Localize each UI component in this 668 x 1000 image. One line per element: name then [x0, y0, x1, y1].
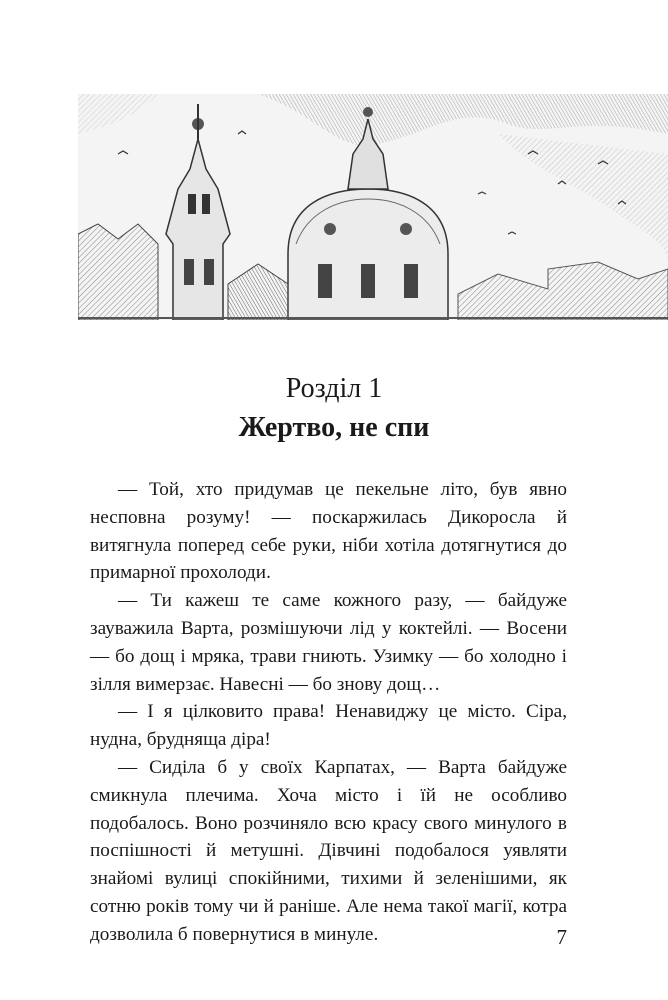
chapter-illustration — [78, 94, 668, 320]
chapter-title: Жертво, не спи — [238, 412, 430, 443]
paragraph: — Сиділа б у своїх Карпатах, — Варта байдуже смикнула плечима. Хоча місто і їй не особливо подобалось. Воно розчиняло всю красу свого минулого в поспішності й метушні. Дівчині подобалося уявляти знайомі вулиці спокійними, тихими й зеленішими, як сотню років тому чи й раніше. Але нема такої магії, котра дозволила б повернутися в минуле. — [90, 756, 567, 945]
chapter-number: Розділ 1 — [285, 373, 383, 404]
paragraph: — І я цілковито права! Ненавиджу це місто. Сіра, нудна, брудняща діра! — [90, 701, 567, 751]
paragraph: — Ти кажеш те саме кожного разу, — байдуже зауважила Варта, розмішуючи лід у коктейлі. — Восени — бо дощ і мряка, трави гниють. Узимку — бо холодно і зілля вимерзає. Навесні — бо знову дощ… — [90, 590, 567, 695]
paragraph: — Той, хто придумав це пекельне літо, був явно несповна розуму! — поскаржилась Дикоросла й витягнула поперед себе руки, ніби хотіла дотягнутися до примарної прохолоди. — [90, 479, 567, 584]
page-number: 7 — [556, 925, 567, 949]
chapter-body — [90, 476, 567, 949]
cityscape-sketch-icon — [78, 94, 668, 320]
